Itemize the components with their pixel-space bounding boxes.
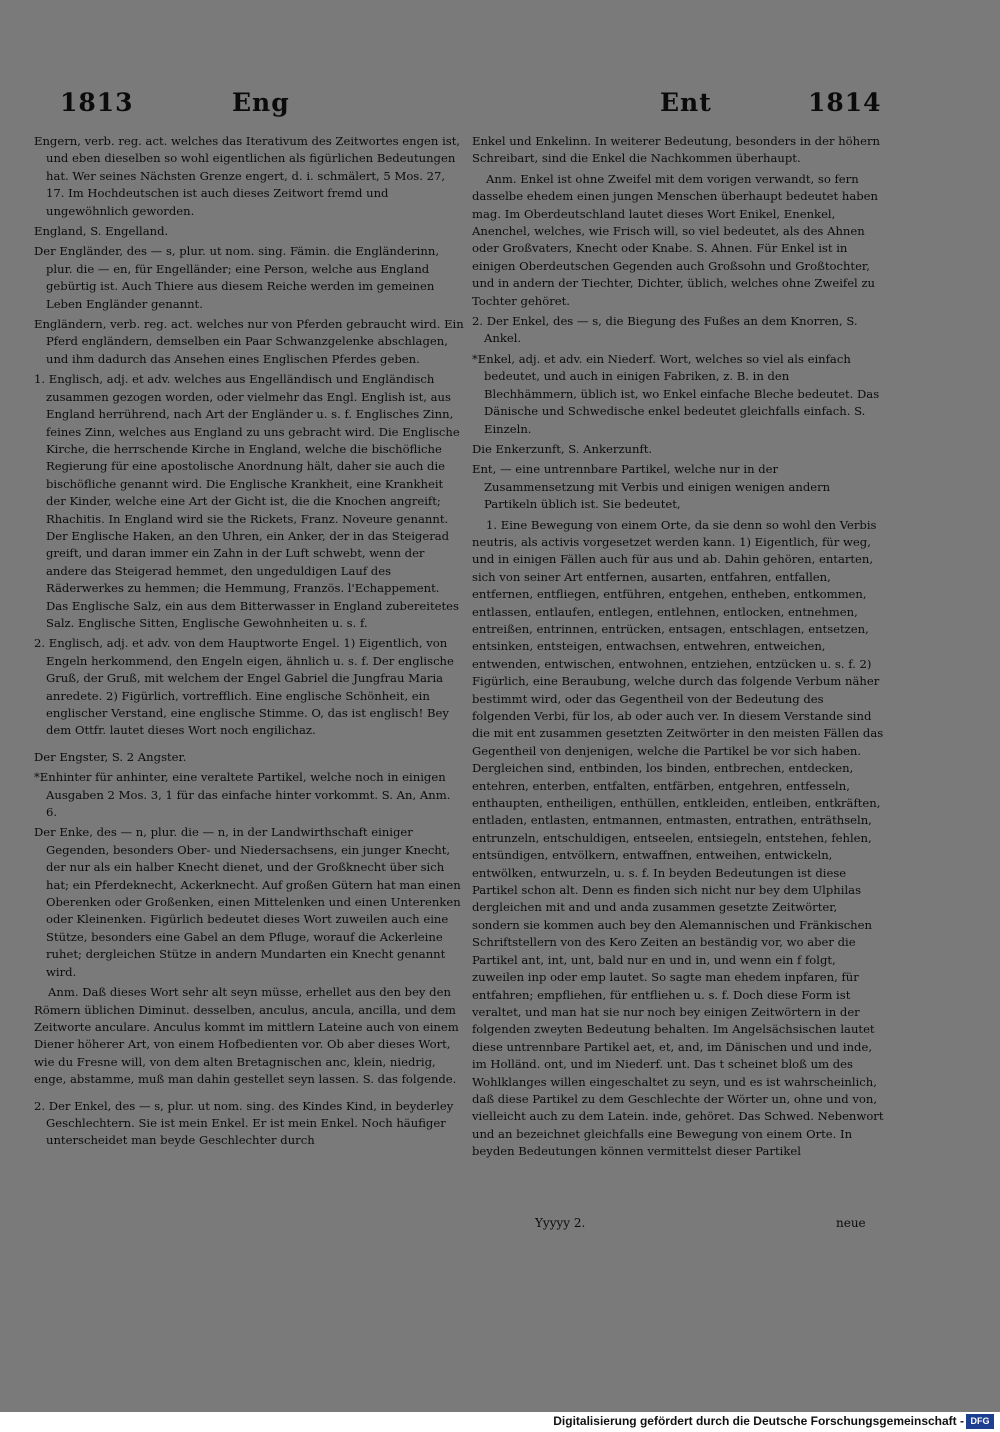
page-header — [0, 88, 1000, 128]
entry-ent: Ent, — eine untrennbare Partikel, welche nur in der Zusammensetzung mit Verbis und einigen wenigen andern Partikeln üblich ist. Sie bedeutet, — [472, 462, 831, 512]
entry-engster: Der Engster, S. 2 Angster. — [34, 749, 187, 764]
entry-enkel-adj: *Enkel, adj. et adv. ein Niederf. Wort, welches so viel als einfach bedeutet, und auch in einigen Fabriken, z. B. in den Blechhämmern, üblich ist, wo Enkel einfache Bleche bedeutet. Das Dänische und Schwedische enkel bedeutet gleichfalls einfach. S. Einzeln. — [472, 351, 880, 436]
entry-enkel-note: Anm. Enkel ist ohne Zweifel mit dem vorigen verwandt, so fern dasselbe ehedem einen jungen Menschen überhaupt bedeutet haben mag. Im Oberdeutschland lautet dieses Wort Enikel, Enenkel, Anenchel, welches, wie Frisch will, so viel bedeutet, als des Ahnen oder Großvaters, Knecht oder Knabe. S. Ahnen. Für Enkel ist in einigen Oberdeutschen Gegenden auch Großsohn und Großtochter, und in andern der Tiechter, Dichter, üblich, welches ohne Zweifel zu Tochter gehöret. — [472, 171, 878, 308]
entry-enkel-continued: Enkel und Enkelinn. In weiterer Bedeutung, besonders in der höhern Schreibart, sind die Enkel die Nachkommen überhaupt. — [472, 134, 880, 166]
left-column — [34, 133, 464, 1153]
entry-englaender: Der Engländer, des — s, plur. ut nom. sing. Fämin. die Engländerinn, plur. die — en, für Engelländer; eine Person, welche aus England gebürtig ist. Auch Thiere aus diesem Reiche werden im gemeinen Leben Engländer genannt. — [34, 244, 440, 311]
guide-word-left: Eng — [232, 88, 290, 117]
page-number-right: 1814 — [808, 88, 882, 117]
entry-enke-note: Anm. Daß dieses Wort sehr alt seyn müsse, erhellet aus den bey den Römern üblichen Diminut. desselben, anculus, ancula, ancilla, und dem Zeitworte anculare. Anculus kommt im mittlern Lateine auch von einem Diener höherer Art, von einem Hofbedienten vor. Ob aber dieses Wort, wie du Fresne will, von dem alten Bretagnischen anc, klein, niedrig, enge, abstamme, muß man dahin gestellet seyn lassen. S. das folgende. — [34, 985, 459, 1087]
signature-mark: Yyyyy 2. — [535, 1216, 586, 1230]
entry-englaendern: Engländern, verb. reg. act. welches nur von Pferden gebraucht wird. Ein Pferd engländern, demselben ein Paar Schwanzgelenke abschlagen, und ihm dadurch das Ansehen eines Englischen Pferdes geben. — [34, 317, 464, 366]
entry-enkerzunft: Die Enkerzunft, S. Ankerzunft. — [472, 441, 653, 456]
entry-enkel-2-start: 2. Der Enkel, des — s, plur. ut nom. sing. des Kindes Kind, in beyderley Geschlechtern. Sie ist mein Enkel. Er ist mein Enkel. Noch häufiger unterscheidet man beyde Geschlechter durch — [34, 1098, 454, 1148]
entry-enkel-foot: 2. Der Enkel, des — s, die Biegung des Fußes an dem Knorren, S. Ankel. — [472, 314, 858, 346]
entry-engern: Engern, verb. reg. act. welches das Iterativum des Zeitwortes engen ist, und eben dieselben so wohl eigentlichen als figürlichen Bedeutungen hat. Wer seines Nächsten Grenze engert, d. i. schmälert, 5 Mos. 27, 17. Im Hochdeutschen ist auch dieses Zeitwort fremd und ungewöhnlich geworden. — [34, 134, 461, 218]
entry-enke: Der Enke, des — n, plur. die — n, in der Landwirthschaft einiger Gegenden, besonders Ober- und Niedersachsens, ein junger Knecht, der nur als ein halber Knecht dienet, und der Großknecht über sich hat; ein Pferdeknecht, Ackerknecht. Auf großen Gütern hat man einen Oberenken oder Großenken, einen Mittelenken und einen Unterenken oder Kleinenken. Figürlich bedeutet dieses Wort zuweilen auch eine Stütze, besonders eine Gabel an dem Pfluge, worauf die Ackerleine ruhet; dergleichen Stütze in andern Mundarten ein Knecht genannt wird. — [34, 825, 461, 979]
entry-ent-meaning-1: 1. Eine Bewegung von einem Orte, da sie denn so wohl den Verbis neutris, als activis vorgesetzet werden kann. 1) Eigentlich, für weg, und in einigen Fällen auch für aus und ab. Dahin gehören, entarten, sich von seiner Art entfernen, ausarten, entfahren, entfallen, entfernen, entfliegen, entführen, entgehen, entheben, entkommen, entlassen, entlaufen, entlegen, entlehnen, entlocken, entnehmen, entreißen, entrinnen, entrücken, entsagen, entschlagen, entsetzen, entsinken, entsteigen, entwachsen, entwehren, entweichen, entwenden, entwischen, entwohnen, entziehen, entzücken u. s. f. 2) Figürlich, eine Beraubung, welche durch das folgende Verbum näher bestimmt wird, oder das Gegentheil von der Bedeutung des folgenden Verbi, für los, ab oder auch ver. In diesem Verstande sind die mit ent zusammen gesetzten Zeitwörter in den meisten Fällen das Gegentheil von denjenigen, welche die Partikel be vor sich haben. Dergleichen sind, entbinden, los binden, entbrechen, entdecken, entehren, enterben, entfalten, entfärben, entgehren, entfesseln, enthaupten, entheiligen, enthüllen, entkleiden, entleiben, entkräften, entladen, entlasten, entmannen, entmasten, entrathen, enträthseln, entrunzeln, entschuldigen, entseelen, entsiegeln, entstehen, fehlen, entsündigen, entvölkern, entwaffnen, entweihen, entwickeln, entwölken, entwurzeln, u. s. f. In beyden Bedeutungen ist diese Partikel schon alt. Denn es finden sich nicht nur bey dem Ulphilas dergleichen mit and und anda zusammen gesetzte Zeitwörter, sondern sie kommen auch bey den Alemannischen und Fränkischen Schriftstellern von des Kero Zeiten an beständig vor, wo aber die Partikel ant, int, unt, bald nur en und in, und wenn ein f folgt, zuweilen inp oder emp lautet. So sagte man ehedem inpfaren, für entfahren; empfliehen, für entfliehen u. s. f. Doch diese Form ist veraltet, und man hat sie nur noch bey einigen Zeitwörtern in der folgenden zweyten Bedeutung behalten. Im Angelsächsischen lautet diese untrennbare Partikel aet, et, and, im Dänischen und und inde, im Holländ. ont, und im Niederf. unt. Das t scheinet bloß um des Wohlklanges willen eingeschaltet zu seyn, und es ist wahrscheinlich, daß diese Partikel zu dem Geschlechte der Wörter un, ohne und von, vielleicht auch zu dem Latein. inde, gehöret. Das Schwed. Nebenwort und an bezeichnet gleichfalls eine Bewegung von einem Orte. In beyden Bedeutungen können vermittelst dieser Partikel — [472, 517, 884, 1159]
entry-englisch-2: 2. Englisch, adj. et adv. von dem Hauptworte Engel. 1) Eigentlich, von Engeln herkommend, den Engeln eigen, ähnlich u. s. f. Der englische Gruß, der Gruß, mit welchem der Engel Gabriel die Jungfrau Maria anredete. 2) Figürlich, vortrefflich. Eine englische Schönheit, ein englischer Verstand, eine englische Stimme. O, das ist englisch! Bey dem Ottfr. lautet dieses Wort noch engilichaz. — [34, 636, 454, 738]
footer-bar — [0, 1412, 1000, 1432]
dfg-logo: DFG — [966, 1414, 994, 1429]
guide-word-right: Ent — [660, 88, 712, 117]
entry-enhinter: *Enhinter für anhinter, eine veraltete Partikel, welche noch in einigen Ausgaben 2 Mos. 3, 1 für das einfache hinter vorkommt. S. An, Anm. 6. — [34, 770, 451, 820]
right-column — [472, 133, 884, 1164]
entry-england: England, S. Engelland. — [34, 224, 169, 239]
page-number-left: 1813 — [60, 88, 134, 117]
catchword: neue — [836, 1216, 866, 1230]
funding-notice: Digitalisierung gefördert durch die Deutsche Forschungsgemeinschaft - — [553, 1414, 964, 1428]
entry-englisch-1: 1. Englisch, adj. et adv. welches aus Engelländisch und Engländisch zusammen gezogen worden, oder vielmehr das Engl. English ist, aus England herrührend, nach Art der Engländer u. s. f. Englisches Zinn, feines Zinn, welches aus England zu uns gebracht wird. Die Englische Kirche, die herrschende Kirche in England, welche die bischöfliche Regierung für eine apostolische Anordnung hält, daher sie auch die bischöfliche genannt wird. Die Englische Krankheit, eine Krankheit der Kinder, welche eine Art der Gicht ist, die die Knochen angreift; Rhachitis. In England wird sie the Rickets, Franz. Noveure genannt. Der Englische Haken, an den Uhren, ein Anker, der in das Steigerad greift, und daran immer ein Zahn in der Luft schwebt, wenn der andere das Steigerad hemmet, den ungeduldigen Lauf des Räderwerkes zu hemmen; die Hemmung, Französ. l'Echappement. Das Englische Salz, ein aus dem Bitterwasser in England zubereitetes Salz. Englische Sitten, Englische Gewohnheiten u. s. f. — [34, 372, 460, 630]
